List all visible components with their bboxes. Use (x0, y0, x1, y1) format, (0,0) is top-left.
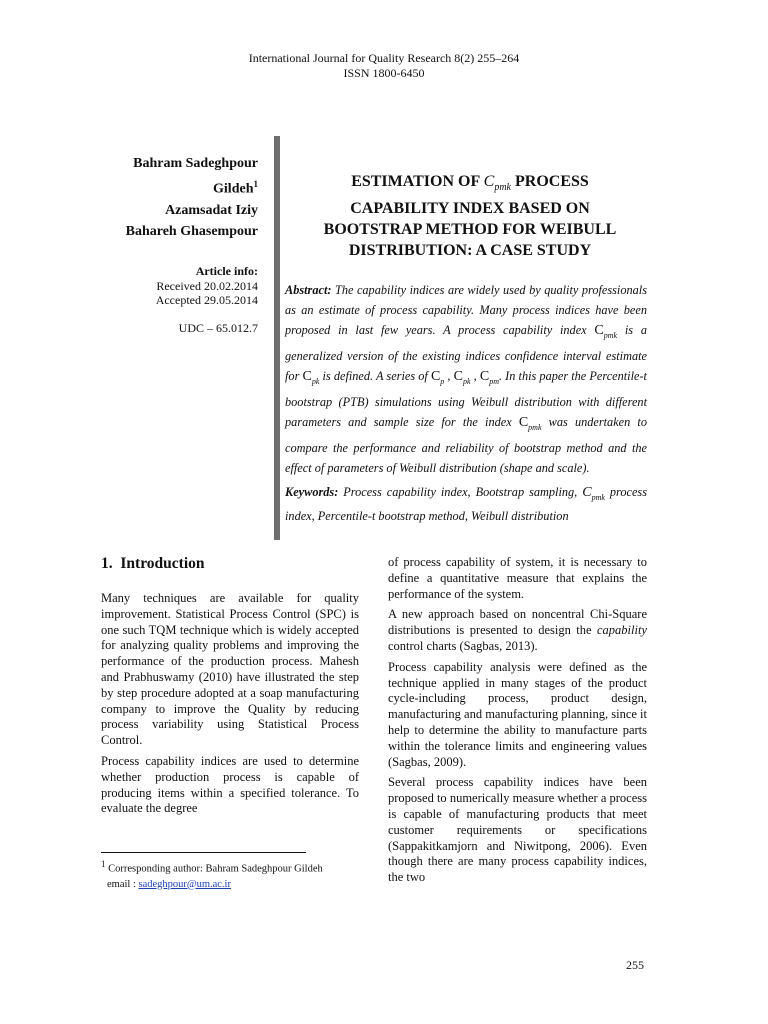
right-column (388, 555, 647, 891)
divider-bar (274, 136, 280, 540)
received-date: Received 20.02.2014 (156, 279, 258, 293)
title-line-3: BOOTSTRAP METHOD FOR WEIBULL (323, 221, 617, 238)
author-1-line1: Bahram Sadeghpour (133, 156, 258, 171)
footnote: $^1$ Corresponding author: Bahram Sadeghpour Gildeh email : sadeghpour@um.ac.ir (101, 859, 323, 890)
right-paragraph-2: A new approach based on noncentral Chi-Square distributions is presented to design the capability control charts (Sagbas, 2013). (388, 607, 647, 653)
section-heading-introduction: 1. Introduction (101, 555, 205, 572)
right-paragraph-4: Several process capability indices have been proposed to numerically measure whether a process is capable of manufacturing products that meet customer requirements or specifications (Sappakitkamjorn and Niwitpong, 2006). Even though there are many process capability indices, the two (388, 775, 647, 885)
footnote-rule (101, 852, 306, 853)
author-2: Azamsadat Iziy (165, 202, 258, 218)
title-symbol: C (483, 173, 495, 190)
intro-paragraph-2: Process capability indices are used to determine whether production process is capable of producing items within a specified tolerance. To evaluate the degree (101, 753, 359, 816)
email-link[interactable]: sadeghpour@um.ac.ir (138, 878, 231, 890)
author-footnote-marker: 1 (253, 179, 258, 189)
title-line-2: CAPABILITY INDEX BASED ON (350, 200, 590, 217)
left-column (101, 591, 359, 822)
title-line-4: DISTRIBUTION: A CASE STUDY (348, 242, 592, 259)
page-number: 255 (626, 958, 644, 972)
right-paragraph-1: of process capability of system, it is necessary to define a quantitative measure that explains the performance of the system. (388, 555, 647, 601)
keywords-label: Keywords: (285, 485, 339, 499)
udc-code: UDC – 65.012.7 (178, 321, 258, 335)
author-1-line2: Gildeh$^1$ (213, 179, 258, 197)
author-3: Bahareh Ghasempour (125, 223, 258, 239)
title-line-1: ESTIMATION OF $C_{pmk}$ PROCESS (351, 173, 589, 193)
intro-paragraph-1: Many techniques are available for quality improvement. Statistical Process Control (SPC) is one such TQM technique which is widely accepted for analyzing quality problems and improving the performance of the production process. Mahesh and Prabhuswamy (2010) have illustrated the step by step procedure adopted at a soap manufacturing company to improve the Quality by reducing process variability using Statistical Process Control. (101, 591, 359, 748)
issn-line: ISSN 1800-6450 (343, 66, 425, 80)
abstract: Abstract: The capability indices are widely used by quality professionals as an estimate of process capability. Many process indices have been proposed in last few years. A process capability index $C_{pmk}$ is a generalized version of the existing indices confidence interval estimate for $C_{pk}$ is defined. A series of $C_p$ , $C_{pk}$ , $C_{pm}$. In this paper the Percentile-t bootstrap (PTB) simulations using Weibull distribution with different parameters and sample size for the index $C_{pmk}$ was undertaken to compare the performance and reliability of bootstrap method and the effect of parameters of Weibull distribution (shape and scale). (285, 283, 647, 475)
abstract-label: Abstract: (285, 283, 332, 297)
keywords: Keywords: Process capability index, Bootstrap sampling, $C_{pmk}$ process index, Percentile-t bootstrap method, Weibull distribution (285, 485, 647, 523)
article-title (290, 171, 650, 261)
accepted-date: Accepted 29.05.2014 (155, 293, 258, 307)
article-info-label: Article info: (195, 264, 258, 278)
author-block (100, 153, 258, 242)
right-paragraph-3: Process capability analysis were defined as the technique applied in many stages of the product cycle-including process, product design, manufacturing and manufacturing planning, since it help to determine the ability to manufacture parts within the tolerance limits and engineering values (Sagbas, 2009). (388, 659, 647, 769)
journal-header: International Journal for Quality Research 8(2) 255–264 (248, 51, 520, 65)
